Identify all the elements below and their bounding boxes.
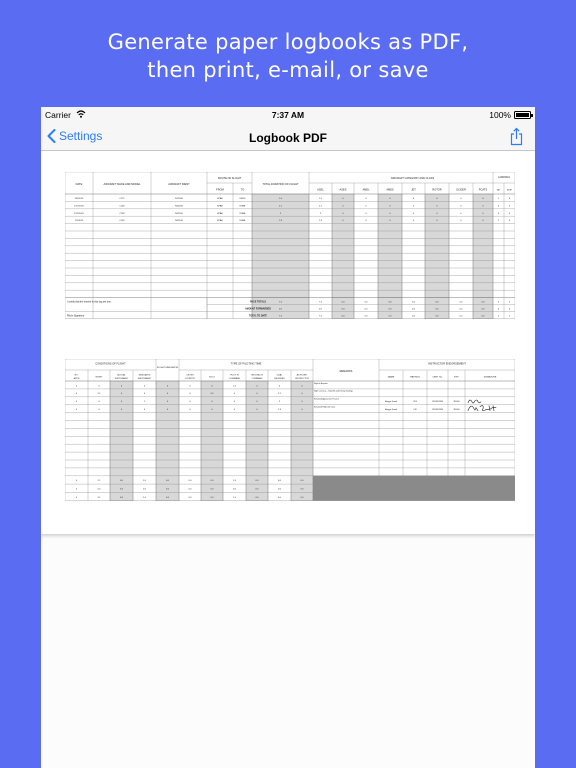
- totals-label: PAGE TOTALS: [250, 301, 266, 304]
- cell-class: 2.1: [318, 205, 323, 208]
- cell-instructor-name: Maggie Smith: [384, 409, 398, 411]
- total-class: 7.5: [318, 301, 323, 304]
- logbook-right-sheet: [65, 359, 515, 509]
- cell-value: 0: [301, 393, 303, 396]
- cell-class: 0: [342, 198, 344, 200]
- total-value: 0.0: [188, 488, 192, 491]
- cell-value: 0: [211, 401, 213, 404]
- cell-date: 1/1/2015: [74, 220, 84, 223]
- cell-value: 0: [120, 409, 123, 411]
- back-button-label: Settings: [59, 129, 103, 143]
- cell-from: KPAE: [217, 205, 223, 208]
- cell-class: 0: [412, 198, 415, 200]
- header-col: CROSS: [186, 374, 194, 377]
- header-col: SIMULATED: [138, 374, 151, 377]
- cell-to: KPAE: [239, 212, 246, 215]
- total-value: 0.0: [165, 496, 170, 499]
- cell-to: KPAE: [239, 220, 246, 223]
- cell-class: 0: [412, 212, 415, 215]
- header-conditions: CONDITIONS OF FLIGHT: [95, 362, 126, 366]
- cell-value: 0: [301, 401, 303, 404]
- total-class: 0.0: [411, 315, 416, 318]
- cell-ident: N12345: [175, 198, 183, 200]
- cell-value: 0: [143, 385, 146, 388]
- cell-value: 0: [166, 401, 169, 404]
- totals-label: AMOUNT FORWARDED: [245, 308, 271, 311]
- total-class: 0.0: [435, 308, 439, 311]
- certify-statement: I certify that the entries in this log are true.: [67, 300, 112, 304]
- cell-cert-number: 1234567890: [431, 409, 444, 411]
- cell-class: 0: [482, 205, 484, 208]
- cell-value: 0: [120, 401, 123, 404]
- device-screen: [41, 107, 535, 768]
- total-value: 0.0: [255, 488, 259, 491]
- cell-class: 0: [482, 220, 484, 223]
- total-value: 0.0: [210, 496, 214, 499]
- cell-value: 0: [143, 393, 146, 396]
- cell-value: 0: [75, 385, 78, 388]
- cell-ident: N52190: [175, 212, 183, 215]
- cell-cert-number: 1234567890: [431, 401, 444, 404]
- cell-class: 0: [365, 212, 367, 215]
- cell-class: 0: [482, 212, 484, 215]
- total-class: 0.0: [481, 315, 485, 318]
- cell-date: 1/15/2015: [74, 212, 84, 215]
- header-piloting: TYPE OF PILOTING TIME: [230, 362, 262, 366]
- header-col: COUNTRY: [184, 378, 196, 380]
- cell-class: 0: [436, 205, 438, 208]
- header-col: INSTRUMENT: [137, 378, 152, 380]
- total-value: 6.0: [277, 496, 282, 499]
- header-endorse-col: NAME: [387, 376, 395, 379]
- total-class: 0.0: [388, 315, 392, 318]
- shaded-column: [246, 381, 268, 501]
- cell-landing-day: 1: [497, 198, 500, 200]
- header-class-glider: GLIDER: [456, 188, 466, 192]
- cell-value: 0: [301, 409, 303, 411]
- remarks-totals-block: [313, 476, 515, 501]
- cell-date: 2/6/2015: [74, 198, 84, 200]
- total-landing-night: 0: [508, 308, 511, 311]
- header-landing-night: NIGHT: [507, 190, 512, 192]
- total-value: 0.0: [232, 488, 237, 491]
- cell-value: 0: [75, 409, 78, 411]
- cell-class: 0: [460, 198, 462, 200]
- total-value: 0.0: [97, 488, 101, 491]
- cell-from: KPAE: [217, 198, 223, 200]
- cell-class: 0: [482, 198, 484, 200]
- cell-value: 0: [256, 401, 258, 404]
- header-category: AIRCRAFT CATEGORY AND CLASS: [390, 177, 435, 180]
- cell-value: 2: [278, 401, 281, 404]
- cell-class: 0: [342, 212, 344, 215]
- header-endorse-col: RATINGS: [410, 376, 420, 379]
- cell-date: 1/27/2015: [74, 205, 84, 208]
- total-class: 7.5: [318, 315, 323, 318]
- header-col: AS FLIGHT: [296, 374, 308, 377]
- header-endorse-col: EXP.: [454, 376, 459, 379]
- header-endorse-col: CERT. No.: [432, 376, 443, 379]
- cell-class: 0: [342, 205, 344, 208]
- header-endorsement: INSTRUCTOR ENDORSEMENT: [428, 362, 466, 366]
- total-class: 0.0: [459, 315, 463, 318]
- cell-value: 0: [211, 409, 213, 411]
- cell-class: 0: [412, 205, 415, 208]
- header-col: COMMAND: [229, 378, 240, 380]
- header-class-rotor: ROTOR: [432, 188, 442, 192]
- header-class-ases: ASES: [339, 188, 347, 192]
- cell-landing-day: 1: [497, 220, 500, 223]
- total-value: 1.0: [142, 480, 147, 483]
- carrier-label: Carrier: [45, 110, 71, 120]
- totals-label: TOTAL TO DATE: [249, 315, 267, 318]
- cell-from: KPAE: [217, 220, 223, 223]
- cell-value: 0: [301, 385, 303, 388]
- cell-duration: 1.5: [278, 198, 283, 200]
- cell-expiration: 3/2016: [453, 401, 460, 404]
- total-value: 0.0: [300, 480, 304, 483]
- header-route: ROUTE OF FLIGHT: [217, 177, 242, 180]
- cell-value: 0: [98, 409, 100, 411]
- cell-value: 0: [256, 393, 258, 396]
- total-value: 0.0: [119, 496, 124, 499]
- cell-value: 0: [189, 385, 191, 388]
- cell-class: 0: [460, 220, 462, 223]
- cell-ratings: CFI: [413, 409, 417, 411]
- pdf-preview[interactable]: [41, 151, 535, 768]
- header-make-model: AIRCRAFT MAKE AND MODEL: [103, 183, 141, 186]
- cell-remarks: Simulated Approaches Practice: [314, 398, 339, 401]
- total-duration: 7.5: [278, 315, 283, 318]
- cell-class: 0: [460, 205, 462, 208]
- battery-icon: [514, 111, 531, 119]
- cell-ident: N52190: [175, 220, 183, 223]
- cell-value: 0: [233, 401, 236, 404]
- total-class: 0.0: [341, 301, 345, 304]
- share-icon[interactable]: [510, 127, 523, 146]
- cell-remarks: Flight to Bayview: [314, 382, 328, 385]
- header-col: INSTRUMENT: [114, 378, 129, 380]
- cell-class: 0: [436, 198, 438, 200]
- total-value: 2.1: [97, 480, 101, 483]
- cell-remarks: Night Currency - 3 takeoffs and full stop landings: [314, 390, 353, 393]
- total-class: 0.0: [481, 301, 485, 304]
- cell-model: C182: [119, 205, 125, 208]
- cell-value: 1.9: [277, 409, 282, 411]
- total-class: 0.0: [364, 301, 368, 304]
- cell-class: 0: [389, 212, 391, 215]
- cell-value: 0: [120, 385, 123, 388]
- cell-class: 0: [365, 198, 367, 200]
- status-time: 7:37 AM: [271, 110, 305, 120]
- cell-value: 0: [256, 385, 258, 388]
- total-class: 0.0: [364, 308, 368, 311]
- logbook-left-sheet: [65, 172, 515, 322]
- total-value: 1.5: [232, 480, 237, 483]
- total-duration: 7.5: [278, 301, 283, 304]
- cell-class: 0: [365, 220, 367, 223]
- cell-value: 0: [75, 393, 78, 396]
- header-from: FROM: [216, 188, 224, 192]
- navigation-bar: [41, 123, 535, 151]
- cell-landing-night: 0: [508, 212, 511, 215]
- total-landing-day: 0: [497, 308, 500, 311]
- total-value: 0.0: [300, 488, 304, 491]
- header-remarks: REMARKS: [339, 370, 353, 373]
- cell-landing-day: 0: [497, 212, 500, 215]
- cell-value: 0.5: [210, 393, 214, 396]
- cell-value: 0: [278, 385, 281, 388]
- instructor-signature: [468, 406, 496, 411]
- total-class: 0.0: [341, 308, 345, 311]
- cell-landing-day: 0: [497, 205, 500, 208]
- cell-to: KPAE: [239, 205, 246, 208]
- cell-value: 0: [166, 393, 169, 396]
- total-value: 0.0: [119, 488, 124, 491]
- instructor-signature: [468, 400, 481, 403]
- header-class-asel: ASEL: [317, 188, 324, 192]
- header-landings: LANDINGS: [498, 177, 510, 179]
- cell-class: 1.5: [318, 198, 323, 200]
- cell-value: 0: [189, 401, 191, 404]
- total-landing-day: 2: [497, 301, 500, 304]
- total-landing-day: 2: [497, 315, 500, 318]
- cell-expiration: 3/2016: [453, 409, 460, 411]
- cell-value: 0: [233, 393, 236, 396]
- cell-value: 0: [189, 409, 191, 411]
- total-class: 0.0: [388, 301, 392, 304]
- battery-percent: 100%: [489, 110, 511, 120]
- pilot-signature-label: Pilot's Signature: [67, 314, 85, 318]
- header-col: ACTUAL: [117, 374, 126, 377]
- header-col: SECOND IN: [251, 374, 263, 377]
- total-class: 0.0: [481, 308, 485, 311]
- cell-class: 0: [436, 220, 438, 223]
- shaded-column: [110, 381, 133, 501]
- cell-instructor-name: Maggie Smith: [384, 401, 398, 404]
- cell-value: 0: [98, 385, 100, 388]
- header-col: PILOT IN: [230, 374, 239, 377]
- total-value: 0.0: [142, 488, 147, 491]
- cell-class: 0: [436, 212, 438, 215]
- promo-headline-line-1: Generate paper logbooks as PDF,: [107, 30, 469, 54]
- cell-duration: 1.9: [278, 220, 283, 223]
- cell-class: 0: [389, 205, 391, 208]
- total-class: 0.0: [435, 301, 439, 304]
- header-col: COMMAND: [251, 378, 263, 380]
- header-class-jet: JET: [411, 188, 416, 192]
- cell-class: 0: [460, 212, 462, 215]
- cell-class: 0: [342, 220, 344, 223]
- cell-duration: 2.1: [278, 205, 283, 208]
- header-col: NIGHT: [95, 376, 103, 379]
- total-class: 0.0: [411, 308, 416, 311]
- header-duration: TOTAL DURATION OF FLIGHT: [262, 183, 299, 186]
- cell-class: 0: [412, 220, 415, 223]
- cell-value: 0: [166, 409, 169, 411]
- total-value: 0: [75, 488, 78, 491]
- total-value: 0: [75, 496, 78, 499]
- total-value: 0.0: [255, 496, 259, 499]
- cell-class: 0: [365, 205, 367, 208]
- header-col: NO.: [74, 374, 79, 377]
- cell-value: 0: [75, 401, 78, 404]
- total-value: 0.0: [188, 496, 192, 499]
- promo-headline: [0, 28, 576, 84]
- total-class: 0.0: [341, 315, 345, 318]
- total-duration: 0.0: [278, 308, 283, 311]
- cell-value: 0: [189, 393, 191, 396]
- promo-headline-line-2: then print, e-mail, or save: [147, 58, 429, 82]
- header-col: DUAL: [276, 374, 283, 377]
- cell-class: 2: [319, 212, 322, 215]
- total-value: 0.0: [300, 496, 304, 499]
- total-class: 0.0: [388, 308, 392, 311]
- total-class: 0.0: [318, 308, 323, 311]
- header-class-pcats: PCATS: [478, 188, 488, 192]
- cell-value: 0: [256, 409, 258, 411]
- header-landing-day: DAY: [496, 190, 501, 192]
- cell-from: KPAE: [217, 212, 223, 215]
- cell-value: 2.1: [277, 393, 282, 396]
- total-value: 1.5: [232, 496, 237, 499]
- total-landing-night: 1: [508, 301, 511, 304]
- cell-value: 0: [233, 409, 236, 411]
- total-value: 0.0: [210, 488, 214, 491]
- total-landing-night: 1: [508, 315, 511, 318]
- cell-value: 1.5: [232, 385, 237, 388]
- header-simulator: FLIGHT SIMULATOR: [157, 367, 178, 369]
- header-col: APPR: [73, 378, 80, 380]
- status-bar: [41, 107, 535, 123]
- cell-duration: 2: [279, 212, 282, 215]
- total-value: 1.0: [142, 496, 147, 499]
- header-to: TO: [240, 188, 245, 192]
- cell-landing-night: 1: [508, 205, 511, 208]
- cell-model: C182: [119, 212, 125, 215]
- header-class-ames: AMES: [386, 188, 394, 192]
- cell-ratings: CFII: [413, 401, 417, 404]
- total-value: 6.0: [277, 480, 282, 483]
- total-class: 0.0: [411, 301, 416, 304]
- header-col: SOLO: [208, 376, 216, 379]
- cell-value: 0: [143, 409, 146, 411]
- cell-value: 0: [120, 393, 123, 396]
- total-class: 0.0: [459, 301, 463, 304]
- shaded-column: [291, 381, 313, 501]
- header-col: INSTRUCTOR: [295, 378, 309, 380]
- cell-value: 1: [143, 401, 146, 404]
- cell-model: C182: [119, 220, 125, 223]
- cell-remarks: Simulated Flight with class: [314, 406, 336, 409]
- header-date: DATE: [75, 183, 83, 186]
- total-class: 0.0: [435, 315, 439, 318]
- cell-landing-night: 0: [508, 198, 511, 200]
- total-value: 0.0: [119, 480, 124, 483]
- cell-value: 0: [166, 385, 169, 388]
- header-class-amel: AMEL: [362, 188, 370, 192]
- total-value: 0.0: [165, 488, 170, 491]
- cell-to: KBVS: [239, 198, 246, 200]
- cell-value: 2.1: [97, 393, 101, 396]
- cell-ident: N52190: [175, 205, 183, 208]
- header-col: RECEIVED: [274, 378, 285, 380]
- header-endorse-col: SIGNATURE: [483, 376, 497, 379]
- shaded-column: [156, 381, 179, 501]
- total-class: 0.0: [364, 315, 368, 318]
- total-value: 0: [75, 480, 78, 483]
- cell-landing-night: 0: [508, 220, 511, 223]
- total-value: 2.1: [97, 496, 101, 499]
- page-title: Logbook PDF: [249, 131, 327, 145]
- total-value: 0.0: [277, 488, 282, 491]
- shaded-column: [201, 381, 223, 501]
- total-value: 0.0: [255, 480, 259, 483]
- cell-value: 0: [98, 401, 100, 404]
- total-value: 0.0: [210, 480, 214, 483]
- cell-value: 0: [211, 385, 213, 388]
- total-value: 0.0: [188, 480, 192, 483]
- cell-class: 0: [389, 198, 391, 200]
- cell-model: C172: [119, 198, 125, 200]
- pdf-page: [41, 151, 535, 534]
- cell-class: 1.9: [318, 220, 323, 223]
- total-class: 0.0: [459, 308, 463, 311]
- header-ident: AIRCRAFT IDENT: [168, 183, 190, 186]
- cell-class: 0: [389, 220, 391, 223]
- total-value: 0.0: [165, 480, 170, 483]
